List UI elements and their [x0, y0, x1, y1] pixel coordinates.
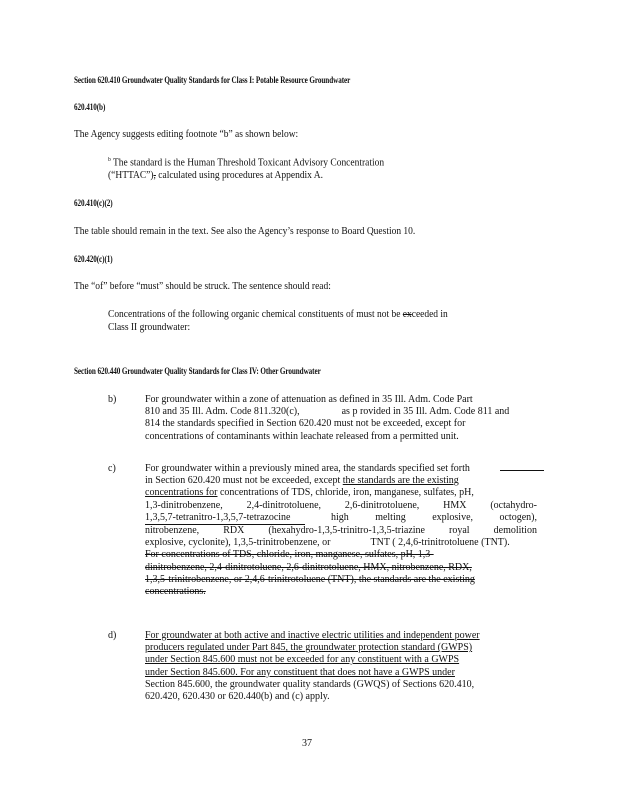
item-b-line: For groundwater within a zone of attenuation as defined in 35 Ill. Adm. Code Part	[145, 394, 473, 405]
item-d-underlined-line: under Section 845.600 must not be exceeded for any constituent with a GWPS	[145, 654, 460, 666]
item-c-line: nitrobenzene, RDX (hexahydro-1,3,5-trinitro-1,3,5-triazine royal demolition	[145, 525, 537, 537]
item-b-line: concentrations of contaminants within leachate released from a permitted unit.	[145, 430, 459, 442]
item-c-line: For groundwater within a previously mined area, the standards specified set forth	[145, 463, 470, 474]
item-c-line: explosive, cyclonite), 1,3,5-trinitrobenzene, or TNT ( 2,4,6-trinitrotoluene (TNT).	[145, 537, 510, 549]
item-c-label: c)	[108, 463, 116, 474]
item-d-underlined-line: For groundwater at both active and inactive electric utilities and independent power	[145, 630, 480, 641]
footnote-struck-comma: ,	[153, 170, 156, 181]
footnote-text-1: The standard is the Human Threshold Toxicant Advisory Concentration	[112, 157, 385, 169]
table-remain-text: The table should remain in the text. See also the Agency’s response to Board Question 10.	[74, 226, 416, 237]
item-c-struck-line: 1,3,5-trinitrobenzene, or 2,4,6-trinitrotoluene (TNT), the standards are the existing	[145, 573, 475, 585]
ref-620-410-b: 620.410(b)	[74, 102, 106, 112]
concentrations-line-1	[108, 309, 448, 320]
item-b-text	[145, 394, 515, 443]
item-c-struck-line: dinitrobenzene, 2,4-dinitrotoluene, 2,6-dinitrotoluene, HMX, nitrobenzene, RDX,	[145, 561, 472, 573]
footnote-b-line-2	[108, 170, 323, 181]
ref-620-420-c-1: 620.420(c)(1)	[74, 254, 113, 264]
item-b-label: b)	[108, 394, 117, 405]
insertion-rule	[500, 470, 544, 471]
item-c-line: 1,3,5,7-tetranitro-1,3,5,7-tetrazocine high melting explosive, octogen),	[145, 512, 537, 525]
item-d-underlined-line: under Section 845.600. For any constituent that does not have a GWPS under	[145, 666, 455, 678]
item-c-struck-line: For concentrations of TDS, chloride, iron, manganese, sulfates, pH, 1,3-	[145, 549, 434, 561]
item-d-text	[145, 630, 537, 703]
item-d-label: d)	[108, 630, 117, 641]
agency-suggests-text: The Agency suggests editing footnote “b” as shown below:	[74, 129, 299, 140]
conc-text-a: Concentrations of the following organic chemical constituents of must not be	[108, 309, 403, 320]
item-d-line: Section 845.600, the groundwater quality standards (GWQS) of Sections 620.410,	[145, 678, 475, 690]
page-number: 37	[302, 738, 312, 749]
item-b-line: 810 and 35 Ill. Adm. Code 811.320(c), as p rovided in 35 Ill. Adm. Code 811 and	[145, 406, 510, 418]
footnote-text-2: calculated using procedures at Appendix A.	[155, 170, 323, 181]
footnote-marker: b	[108, 157, 111, 163]
footnote-httac: (“HTTAC”)	[108, 170, 154, 181]
item-c-struck-line: concentrations.	[145, 586, 206, 598]
concentrations-line-2: Class II groundwater:	[108, 322, 191, 333]
item-c-text	[145, 463, 537, 598]
ref-620-410-c-2: 620.410(c)(2)	[74, 198, 113, 208]
item-b-line: 814 the standards specified in Section 620.420 must not be exceeded, except for	[145, 418, 466, 430]
section-620-440-heading: Section 620.440 Groundwater Quality Standards for Class IV: Other Groundwater	[74, 366, 321, 376]
item-c-line: 1,3-dinitrobenzene, 2,4-dinitrotoluene, 2,6-dinitrotoluene, HMX (octahydro-	[145, 499, 537, 511]
footnote-b-line-1	[108, 157, 384, 168]
item-c-line: concentrations for concentrations of TDS, chloride, iron, manganese, sulfates, pH,	[145, 487, 474, 499]
item-d-underlined-line: producers regulated under Part 845, the groundwater protection standard (GWPS)	[145, 642, 473, 654]
item-d-line: 620.420, 620.430 or 620.440(b) and (c) apply.	[145, 691, 330, 703]
of-struck-text: The “of” before “must” should be struck. The sentence should read:	[74, 281, 331, 292]
section-620-410-heading: Section 620.410 Groundwater Quality Standards for Class I: Potable Resource Groundwater	[74, 75, 351, 85]
conc-text-b: ceeded in	[411, 309, 448, 320]
conc-struck-ex: ex	[402, 309, 412, 320]
item-c-line: in Section 620.420 must not be exceeded, except the standards are the existing	[145, 475, 459, 487]
